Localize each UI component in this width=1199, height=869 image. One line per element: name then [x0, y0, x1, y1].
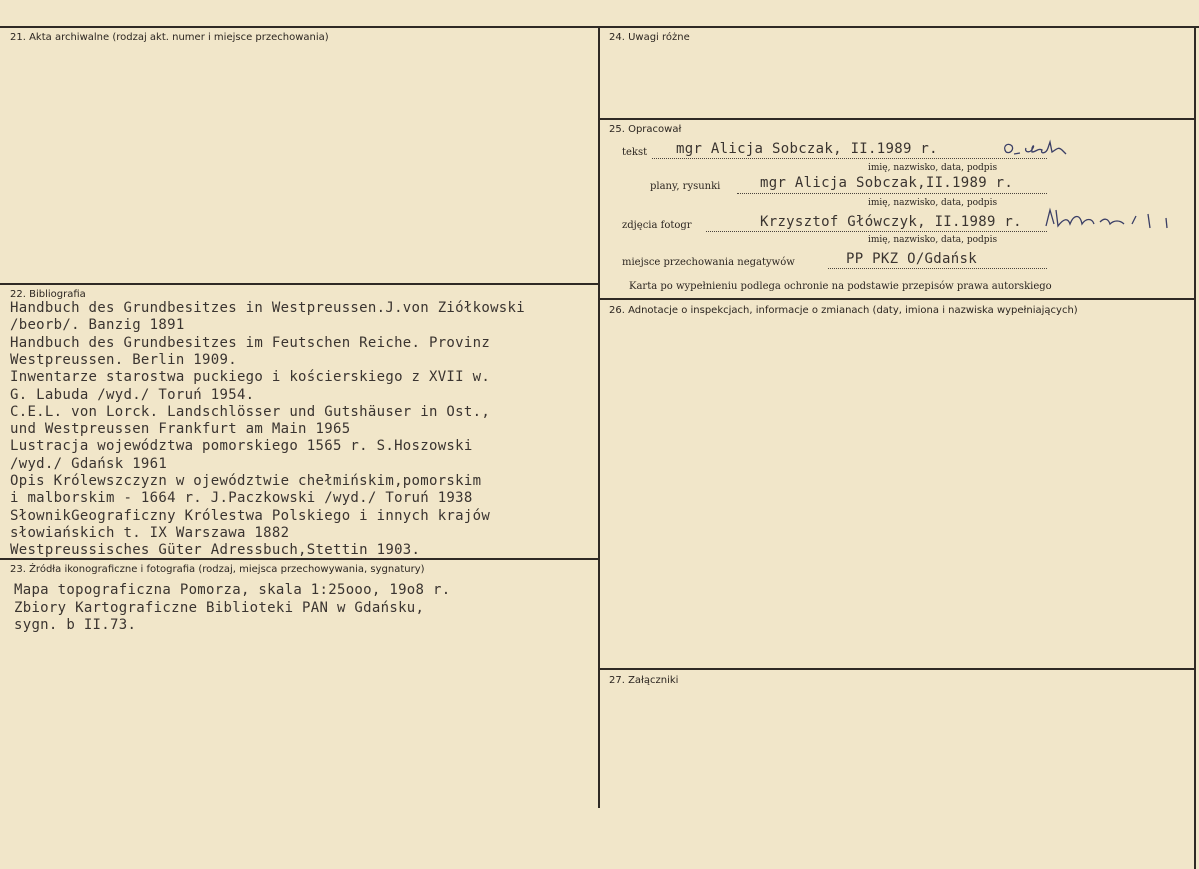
caption-2: imię, nazwisko, data, podpis [868, 198, 998, 208]
bibliography-line: słowiańskich t. IX Warszawa 1882 [10, 524, 290, 541]
bibliography-line: Lustracja województwa pomorskiego 1565 r. S.Hoszowski [10, 438, 473, 455]
bibliography-line: /beorb/. Banzig 1891 [10, 317, 185, 334]
bibliography-line: C.E.L. von Lorck. Landschlösser und Gutshäuser in Ost., [10, 403, 491, 420]
divider-22 [0, 283, 600, 285]
divider-25 [600, 118, 1196, 120]
bibliography-line: Handbuch des Grundbesitzes in Westpreussen.J.von Ziółkowski [10, 300, 525, 316]
zdjecia-value: Krzysztof Główczyk, II.1989 r. [760, 214, 1022, 230]
section-25-label: 25. Opracował [609, 124, 682, 135]
divider-26 [600, 298, 1196, 300]
bibliography-line: Handbuch des Grundbesitzes im Feutschen Reiche. Provinz [10, 334, 491, 351]
bibliography-line: G. Labuda /wyd./ Toruń 1954. [10, 386, 255, 403]
miejsce-dots [828, 268, 1047, 269]
tekst-label: tekst [622, 147, 648, 158]
miejsce-label: miejsce przechowania negatywów [622, 257, 795, 268]
signature-glowczyk [1040, 204, 1180, 234]
tekst-dots [652, 158, 1047, 159]
plany-value: mgr Alicja Sobczak,II.1989 r. [760, 175, 1014, 191]
bibliography-line: Inwentarze starostwa puckiego i kościerskiego z XVII w. [10, 369, 491, 386]
bibliography-line: i malborskim - 1664 r. J.Paczkowski /wyd./ Toruń 1938 [10, 490, 473, 507]
iconography-line: sygn. b II.73. [14, 617, 137, 633]
plany-dots [737, 193, 1047, 194]
bibliography-line: SłownikGeograficzny Królestwa Polskiego i innych krajów [10, 507, 491, 524]
center-divider [598, 26, 600, 808]
section-23-label: 23. Źródła ikonograficzne i fotografia (rodzaj, miejsca przechowywania, sygnatury) [10, 564, 425, 575]
signature-sobczak-1 [1000, 136, 1080, 162]
section-26-label: 26. Adnotacje o inspekcjach, informacje o zmianach (daty, imiona i nazwiska wypełniających) [609, 305, 1078, 316]
tekst-value: mgr Alicja Sobczak, II.1989 r. [676, 141, 938, 157]
section-24-label: 24. Uwagi różne [609, 32, 690, 43]
bibliography-line: Opis Królewszczyzn w ojewództwie chełmińskim,pomorskim [10, 473, 482, 489]
zdjecia-label: zdjęcia fotogr [622, 220, 692, 231]
divider-27 [600, 668, 1196, 670]
miejsce-value: PP PKZ O/Gdańsk [846, 251, 977, 267]
iconography-line: Mapa topograficzna Pomorza, skala 1:25ooo, 19o8 r. [14, 582, 451, 598]
caption-1: imię, nazwisko, data, podpis [868, 163, 998, 173]
bibliography-line: Westpreussisches Güter Adressbuch,Stettin 1903. [10, 542, 421, 559]
right-border [1194, 26, 1196, 869]
copyright-note: Karta po wypełnieniu podlega ochronie na podstawie przepisów prawa autorskiego [629, 281, 1052, 292]
section-21-label: 21. Akta archiwalne (rodzaj akt. numer i miejsce przechowania) [10, 32, 329, 43]
section-22-label: 22. Bibliografia [10, 289, 86, 300]
plany-label: plany, rysunki [650, 181, 721, 192]
section-27-label: 27. Załączniki [609, 675, 679, 686]
caption-3: imię, nazwisko, data, podpis [868, 235, 998, 245]
bibliography-line: und Westpreussen Frankfurt am Main 1965 [10, 421, 351, 438]
zdjecia-dots [706, 231, 1047, 232]
iconography-line: Zbiory Kartograficzne Biblioteki PAN w Gdańsku, [14, 599, 425, 616]
bibliography-line: Westpreussen. Berlin 1909. [10, 351, 237, 368]
bibliography-line: /wyd./ Gdańsk 1961 [10, 455, 168, 472]
